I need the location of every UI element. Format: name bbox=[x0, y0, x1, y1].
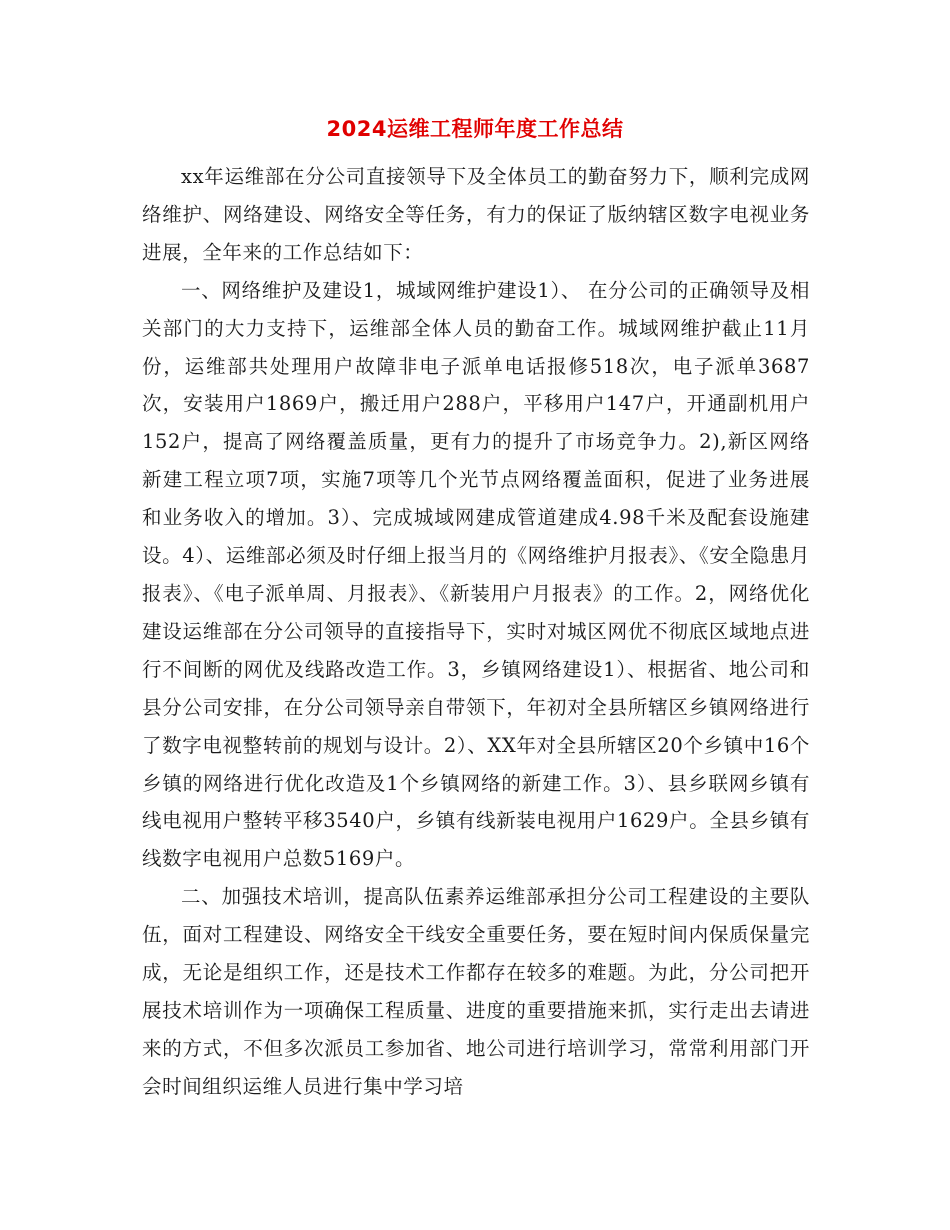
document-title: 2024运维工程师年度工作总结 bbox=[326, 117, 624, 141]
paragraph-technical-training: 二、加强技术培训，提高队伍素养运维部承担分公司工程建设的主要队伍，面对工程建设、网络安全干线安全重要任务，要在短时间内保质保量完成，无论是组织工作，还是技术工作都存在较多的难题。为此，分公司把开展技术培训作为一项确保工程质量、进度的重要措施来抓，实行走出去请进来的方式，不但多次派员工参加省、地公司进行培训学习，常常利用部门开会时间组织运维人员进行集中学习培 bbox=[142, 885, 810, 1098]
document-body bbox=[142, 158, 810, 1106]
paragraph-network-maintenance: 一、网络维护及建设1，城域网维护建设1）、 在分公司的正确领导及相关部门的大力支持下，运维部全体人员的勤奋工作。城域网维护截止11月份，运维部共处理用户故障非电子派单电话报修518次，电子派单3687次，安装用户1869户，搬迁用户288户，平移用户147户，开通副机用户152户，提高了网络覆盖质量，更有力的提升了市场竞争力。2),新区网络新建工程立项7项，实施7项等几个光节点网络覆盖面积，促进了业务进展和业务收入的增加。3）、完成城域网建成管道建成4.98千米及配套设施建设。4）、运维部必须及时仔细上报当月的《网络维护月报表》、《安全隐患月报表》、《电子派单周、月报表》、《新装用户月报表》的工作。2，网络优化建设运维部在分公司领导的直接指导下，实时对城区网优不彻底区域地点进行不间断的网优及线路改造工作。3，乡镇网络建设1）、根据省、地公司和县分公司安排，在分公司领导亲自带领下，年初对全县所辖区乡镇网络进行了数字电视整转前的规划与设计。2）、XX年对全县所辖区20个乡镇中16个乡镇的网络进行优化改造及1个乡镇网络的新建工作。3）、县乡联网乡镇有线电视用户整转平移3540户，乡镇有线新装电视用户1629户。全县乡镇有线数字电视用户总数5169户。 bbox=[142, 278, 810, 871]
paragraph-intro: xx年运维部在分公司直接领导下及全体员工的勤奋努力下，顺利完成网络维护、网络建设、网络安全等任务，有力的保证了版纳辖区数字电视业务进展，全年来的工作总结如下： bbox=[142, 165, 810, 264]
